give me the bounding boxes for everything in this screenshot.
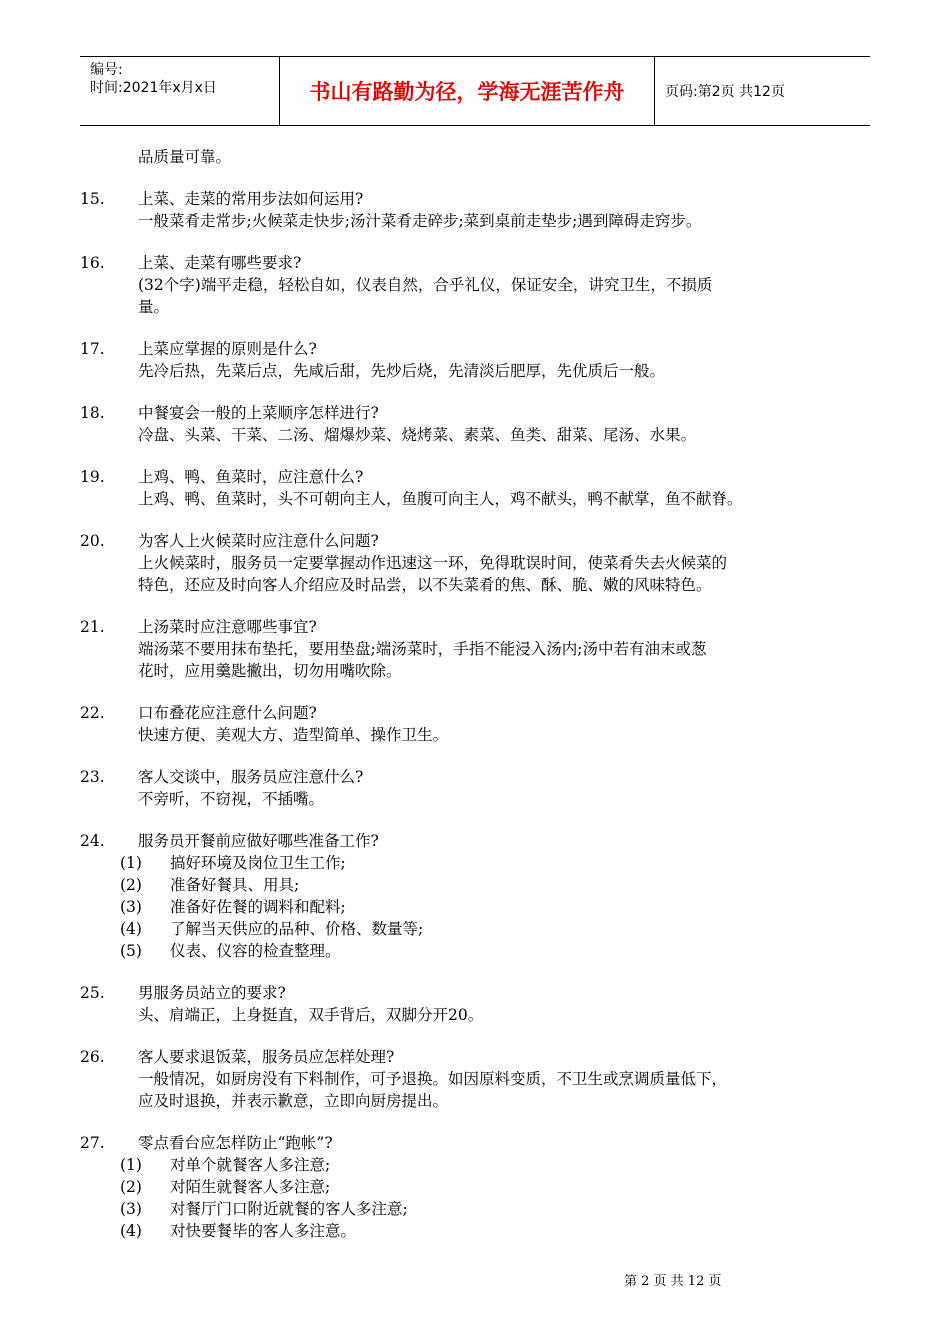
- sub-item: [80, 852, 880, 874]
- qa-item: [80, 830, 880, 962]
- question-number: 23.: [80, 768, 105, 786]
- header-meta: [80, 57, 280, 125]
- answer-line: 一般情况，如厨房没有下料制作，可予退换。如因原料变质，不卫生或烹调质量低下，: [138, 1070, 728, 1088]
- question-number: 19.: [80, 468, 105, 486]
- header-time-label: 时间:2021年x月x日: [90, 80, 217, 96]
- sub-item-text: 对餐厅门口附近就餐的客人多注意;: [170, 1200, 408, 1218]
- qa-item: [80, 530, 880, 596]
- sub-item: [80, 1220, 880, 1242]
- answer-line: 先冷后热，先菜后点，先咸后甜，先炒后烧，先清淡后肥厚，先优质后一般。: [138, 362, 666, 380]
- question-number: 26.: [80, 1048, 105, 1066]
- question-number: 25.: [80, 984, 105, 1002]
- question-number: 27.: [80, 1134, 105, 1152]
- qa-item: [80, 1046, 880, 1112]
- question-line: [80, 702, 880, 724]
- qa-item: [80, 616, 880, 682]
- qa-item: [80, 188, 880, 232]
- sub-item: [80, 1198, 880, 1220]
- page-footer: 第 2 页 共 12 页: [624, 1274, 722, 1289]
- question-line: [80, 830, 880, 852]
- sub-item-number: (4): [120, 920, 142, 938]
- question-number: 24.: [80, 832, 105, 850]
- answer-line: 冷盘、头菜、干菜、二汤、熘爆炒菜、烧烤菜、素菜、鱼类、甜菜、尾汤、水果。: [138, 426, 697, 444]
- sub-item-text: 准备好佐餐的调料和配料;: [170, 898, 346, 916]
- answer-line: 快速方便、美观大方、造型简单、操作卫生。: [138, 726, 449, 744]
- sub-item: [80, 874, 880, 896]
- answer-line: 头、肩端正，上身挺直，双手背后，双脚分开20。: [138, 1006, 484, 1024]
- question-line: [80, 1046, 880, 1068]
- qa-item: [80, 252, 880, 318]
- page-header: [80, 56, 870, 126]
- question-number: 21.: [80, 618, 105, 636]
- sub-item-number: (4): [120, 1222, 142, 1240]
- sub-item-number: (5): [120, 942, 142, 960]
- question-number: 17.: [80, 340, 105, 358]
- answer-line: 花时，应用羹匙撇出，切勿用嘴吹除。: [138, 662, 402, 680]
- question-number: 20.: [80, 532, 105, 550]
- sub-item-number: (1): [120, 854, 142, 872]
- sub-item-text: 准备好餐具、用具;: [170, 876, 300, 894]
- question-number: 16.: [80, 254, 105, 272]
- question-text: 男服务员站立的要求?: [138, 984, 286, 1002]
- question-text: 上菜应掌握的原则是什么?: [138, 340, 317, 358]
- sub-item: [80, 918, 880, 940]
- sub-item: [80, 896, 880, 918]
- qa-item: [80, 702, 880, 746]
- sub-item: [80, 1176, 880, 1198]
- document-body: [80, 146, 880, 1262]
- question-text: 口布叠花应注意什么问题?: [138, 704, 317, 722]
- qa-item: [80, 402, 880, 446]
- answer-line: 不旁听，不窃视，不插嘴。: [138, 790, 325, 808]
- question-line: [80, 338, 880, 360]
- sub-item-number: (2): [120, 1178, 142, 1196]
- question-line: [80, 466, 880, 488]
- question-line: [80, 982, 880, 1004]
- answer-line: 特色，还应及时向客人介绍应及时品尝，以不失菜肴的焦、酥、脆、嫩的风味特色。: [138, 576, 712, 594]
- sub-item-number: (2): [120, 876, 142, 894]
- question-line: [80, 252, 880, 274]
- answer-line: 一般菜肴走常步;火候菜走快步;汤汁菜肴走碎步;菜到桌前走垫步;遇到障碍走窍步。: [138, 212, 702, 230]
- question-line: [80, 1132, 880, 1154]
- answer-line: 上火候菜时，服务员一定要掌握动作迅速这一环，免得耽误时间，使菜肴失去火候菜的: [138, 554, 728, 572]
- question-line: [80, 402, 880, 424]
- sub-item: [80, 1154, 880, 1176]
- qa-item: [80, 982, 880, 1026]
- sub-item-text: 了解当天供应的品种、价格、数量等;: [170, 920, 424, 938]
- question-text: 上菜、走菜有哪些要求?: [138, 254, 302, 272]
- question-line: [80, 188, 880, 210]
- question-text: 上菜、走菜的常用步法如何运用?: [138, 190, 364, 208]
- sub-item-number: (1): [120, 1156, 142, 1174]
- sub-item-text: 对陌生就餐客人多注意;: [170, 1178, 331, 1196]
- answer-line: (32个字)端平走稳，轻松自如，仪表自然，合乎礼仪，保证安全，讲究卫生，不损质: [138, 276, 713, 294]
- continuation-text: 品质量可靠。: [138, 148, 232, 166]
- question-text: 客人要求退饭菜，服务员应怎样处理?: [138, 1048, 395, 1066]
- question-number: 15.: [80, 190, 105, 208]
- sub-item-number: (3): [120, 1200, 142, 1218]
- answer-line: 量。: [138, 298, 170, 316]
- question-text: 客人交谈中，服务员应注意什么?: [138, 768, 364, 786]
- sub-item-number: (3): [120, 898, 142, 916]
- header-slogan: 书山有路勤为径，学海无涯苦作舟: [280, 57, 655, 125]
- sub-item-text: 对快要餐毕的客人多注意。: [170, 1222, 357, 1240]
- qa-item: [80, 766, 880, 810]
- question-text: 服务员开餐前应做好哪些准备工作?: [138, 832, 379, 850]
- question-number: 18.: [80, 404, 105, 422]
- sub-item-text: 搞好环境及岗位卫生工作;: [170, 854, 346, 872]
- answer-line: 上鸡、鸭、鱼菜时，头不可朝向主人，鱼腹可向主人，鸡不献头，鸭不献掌，鱼不献脊。: [138, 490, 743, 508]
- question-text: 零点看台应怎样防止“跑帐”?: [138, 1134, 333, 1152]
- question-text: 上汤菜时应注意哪些事宜?: [138, 618, 317, 636]
- question-text: 中餐宴会一般的上菜顺序怎样进行?: [138, 404, 379, 422]
- qa-item: [80, 466, 880, 510]
- sub-item: [80, 940, 880, 962]
- question-text: 为客人上火候菜时应注意什么问题?: [138, 532, 379, 550]
- answer-line: 端汤菜不要用抹布垫托，要用垫盘;端汤菜时，手指不能浸入汤内;汤中若有油末或葱: [138, 640, 707, 658]
- header-page-info: 页码:第2页 共12页: [665, 84, 785, 100]
- question-line: [80, 616, 880, 638]
- header-number-label: 编号:: [90, 62, 123, 78]
- qa-item: [80, 1132, 880, 1242]
- question-text: 上鸡、鸭、鱼菜时，应注意什么?: [138, 468, 364, 486]
- answer-line: 应及时退换，并表示歉意，立即向厨房提出。: [138, 1092, 449, 1110]
- qa-item: [80, 338, 880, 382]
- question-line: [80, 530, 880, 552]
- sub-item-text: 对单个就餐客人多注意;: [170, 1156, 331, 1174]
- question-line: [80, 766, 880, 788]
- question-number: 22.: [80, 704, 105, 722]
- sub-item-text: 仪表、仪容的检查整理。: [170, 942, 341, 960]
